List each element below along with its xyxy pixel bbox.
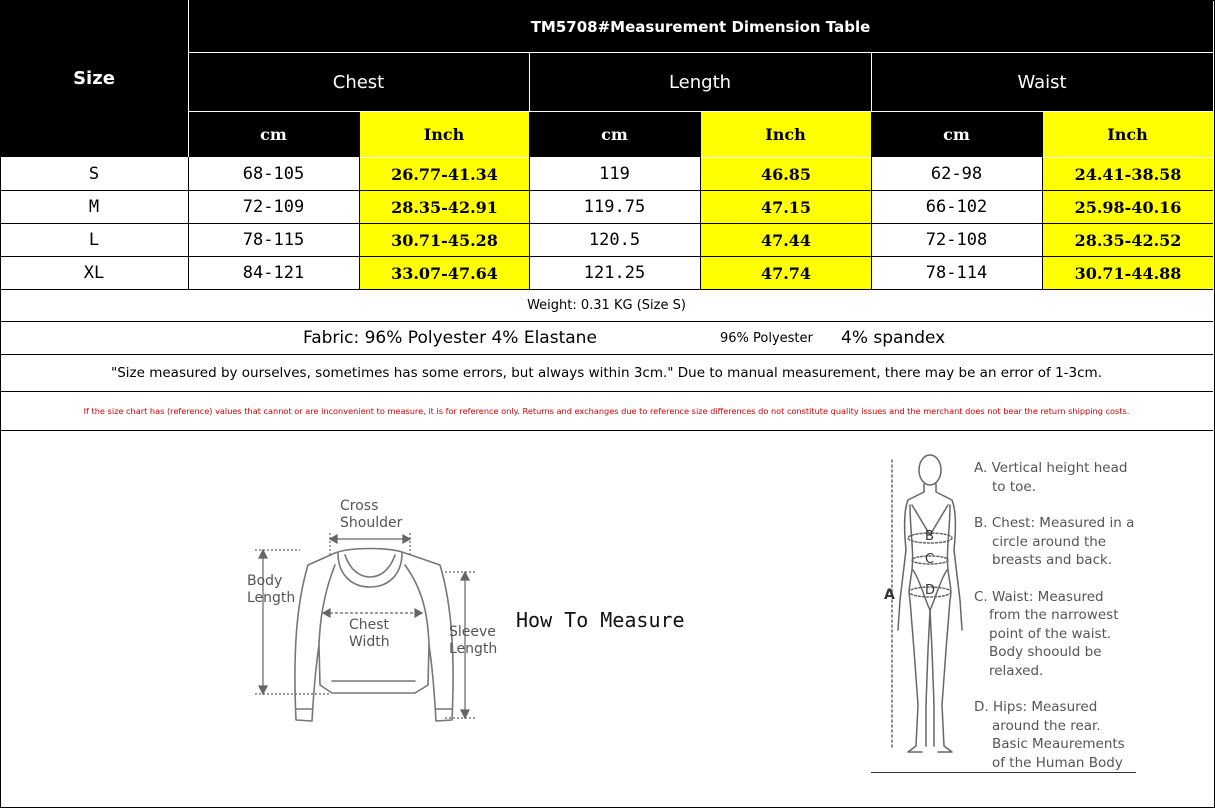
unit-cell (1042, 112, 1213, 157)
cell-value: 119.75 (583, 196, 646, 217)
group-length (529, 53, 871, 112)
error-note-text: "Size measured by ourselves, sometimes has some errors, but always within 3cm." Due to manual measurement, there may be an error of 1-3cm. (111, 365, 1102, 381)
size-header-label: Size (73, 68, 115, 89)
error-note (0, 355, 1213, 391)
table-cell (188, 256, 359, 289)
body-figure-diagram (880, 450, 975, 760)
unit-label: cm (260, 125, 287, 144)
chest-width-line: Width (349, 634, 390, 650)
chest-width-label (349, 617, 390, 651)
table-cell (188, 157, 359, 190)
cell-value: 28.35-42.91 (391, 197, 498, 217)
unit-cell (359, 112, 529, 157)
table-cell (1043, 224, 1213, 256)
table-cell (871, 223, 1042, 256)
cross-shoulder-line: Cross (340, 498, 379, 514)
table-cell (871, 190, 1042, 223)
cross-shoulder-line: Shoulder (340, 515, 403, 531)
table-cell (188, 223, 359, 256)
cell-value: 72-108 (925, 229, 988, 250)
sleeve-length-line: Length (449, 641, 498, 657)
size-cell: XL (83, 262, 105, 283)
cell-value: 120.5 (588, 229, 641, 250)
table-cell (1043, 257, 1213, 289)
fabric-alt-spandex: 4% spandex (841, 328, 946, 348)
fabric-alt-polyester: 96% Polyester (720, 330, 813, 346)
legend-line: of the Human Body (992, 754, 1123, 771)
size-cell: S (88, 163, 100, 184)
legend-line: Body shoould be (989, 644, 1102, 660)
sleeve-length-label (449, 624, 497, 658)
legend-line: point of the waist. (989, 625, 1112, 642)
cell-value: 28.35-42.52 (1074, 230, 1182, 250)
legend-line: circle around the (992, 533, 1107, 550)
cell-value: 26.77-41.34 (391, 164, 498, 184)
table-cell (701, 158, 871, 190)
unit-label: cm (601, 125, 628, 144)
table-cell (701, 224, 871, 256)
table-title-text: TM5708#Measurement Dimension Table (530, 17, 871, 36)
legend-line: from the narrowest (989, 607, 1119, 623)
size-cell: L (88, 229, 100, 250)
cell-value: 121.25 (583, 262, 646, 283)
table-cell (871, 157, 1042, 190)
weight-text: Weight: 0.31 KG (Size S) (527, 298, 686, 313)
legend-line: Basic Meaurements (992, 736, 1125, 752)
unit-label: Inch (1107, 125, 1148, 144)
body-length-line: Length (247, 590, 296, 606)
how-to-measure-title: How To Measure (516, 608, 685, 632)
cell-value: 78-114 (925, 262, 988, 283)
table-cell (871, 256, 1042, 289)
unit-cell (871, 112, 1042, 157)
cell-value: 33.07-47.64 (391, 263, 498, 283)
table-cell (529, 190, 700, 223)
cell-value: 24.41-38.58 (1074, 164, 1182, 184)
table-cell (701, 257, 871, 289)
cell-value: 119 (599, 163, 630, 184)
legend-underline (871, 772, 1136, 773)
legend-line: A. Vertical height head (974, 460, 1128, 476)
table-cell (529, 223, 700, 256)
table-cell (701, 191, 871, 223)
table-title (188, 0, 1213, 53)
body-mark-b: B (925, 529, 934, 544)
cell-value: 62-98 (930, 163, 983, 184)
table-cell (529, 256, 700, 289)
table-cell (1043, 191, 1213, 223)
cell-value: 47.15 (760, 197, 812, 217)
cell-value: 47.74 (760, 263, 812, 283)
legend-line: to toe. (992, 478, 1036, 495)
legend-item-c (974, 588, 1134, 681)
legend-item-d (974, 698, 1134, 772)
table-row-m (0, 190, 188, 223)
unit-cell (700, 112, 871, 157)
red-disclaimer (0, 392, 1213, 430)
cell-value: 68-105 (242, 163, 305, 184)
body-mark-d: D (925, 583, 936, 598)
table-row-s (0, 157, 188, 190)
table-cell (360, 191, 529, 223)
body-length-line: Body (247, 573, 283, 589)
unit-cell (188, 112, 359, 157)
group-waist-label: Waist (1017, 72, 1067, 93)
cell-value: 30.71-45.28 (391, 230, 498, 250)
cell-value: 25.98-40.16 (1074, 197, 1182, 217)
sleeve-length-line: Sleeve (449, 624, 496, 640)
legend-line: D. Hips: Measured (974, 699, 1098, 715)
table-cell (188, 190, 359, 223)
legend-line: relaxed. (989, 662, 1044, 679)
body-length-label (247, 573, 295, 607)
legend-line: C. Waist: Measured (974, 588, 1104, 605)
group-length-label: Length (668, 72, 732, 93)
body-mark-a: A (884, 587, 895, 603)
table-cell (1043, 158, 1213, 190)
size-cell: M (88, 196, 100, 217)
cell-value: 66-102 (925, 196, 988, 217)
table-row-l (0, 223, 188, 256)
group-chest (188, 53, 529, 112)
table-cell (360, 257, 529, 289)
unit-label: Inch (423, 125, 465, 144)
cross-shoulder-label (340, 498, 402, 532)
cell-value: 78-115 (242, 229, 305, 250)
legend-line: breasts and back. (992, 552, 1113, 568)
table-row-xl (0, 256, 188, 289)
group-waist (871, 53, 1213, 112)
body-mark-c: C (925, 552, 935, 567)
legend-line: around the rear. (992, 717, 1101, 734)
table-cell (360, 158, 529, 190)
group-chest-label: Chest (332, 72, 385, 93)
fabric-text: Fabric: 96% Polyester 4% Elastane (303, 328, 597, 348)
legend-line: B. Chest: Measured in a (974, 515, 1135, 531)
table-cell (529, 157, 700, 190)
unit-label: cm (943, 125, 970, 144)
red-disclaimer-text: If the size chart has (reference) values that cannot or are inconvenient to measure, it is for reference only. Returns and exchanges due to reference size differences do not constitute quality issues and the merchant does not bear the return shipping costs. (83, 406, 1130, 416)
unit-label: Inch (765, 125, 806, 144)
cell-value: 72-109 (242, 196, 305, 217)
weight-note (0, 290, 1213, 321)
unit-cell (529, 112, 700, 157)
chest-width-line: Chest (349, 617, 390, 633)
legend-item-b (974, 514, 1134, 570)
fabric-note (0, 322, 1213, 354)
cell-value: 47.44 (760, 230, 812, 250)
size-header (0, 0, 188, 157)
table-cell (360, 224, 529, 256)
cell-value: 30.71-44.88 (1074, 263, 1182, 283)
cell-value: 46.85 (760, 164, 812, 184)
measure-legend (974, 459, 1134, 772)
cell-value: 84-121 (242, 262, 305, 283)
legend-item-a (974, 459, 1134, 496)
